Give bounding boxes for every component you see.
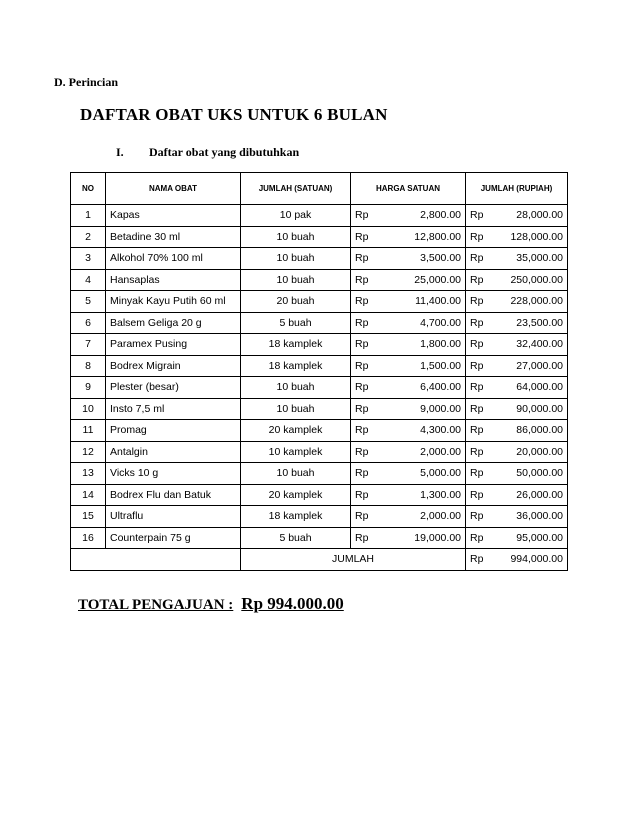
row-total-currency: Rp xyxy=(466,248,501,270)
quantity: 20 buah xyxy=(241,291,351,313)
quantity: 10 buah xyxy=(241,377,351,399)
table-row xyxy=(71,269,568,291)
unit-price: 11,400.00 xyxy=(391,291,466,313)
medicine-name: Vicks 10 g xyxy=(106,463,241,485)
row-total: 50,000.00 xyxy=(501,463,568,485)
quantity: 18 kamplek xyxy=(241,355,351,377)
row-total: 23,500.00 xyxy=(501,312,568,334)
medicine-name: Hansaplas xyxy=(106,269,241,291)
table-row xyxy=(71,506,568,528)
medicine-name: Plester (besar) xyxy=(106,377,241,399)
row-total-currency: Rp xyxy=(466,205,501,227)
table-row xyxy=(71,248,568,270)
row-number: 14 xyxy=(71,484,106,506)
section-heading: D. Perincian xyxy=(54,75,118,89)
medicine-name: Counterpain 75 g xyxy=(106,527,241,549)
unit-price-currency: Rp xyxy=(351,527,391,549)
footer-currency: Rp xyxy=(466,549,501,571)
table-row xyxy=(71,484,568,506)
quantity: 10 buah xyxy=(241,248,351,270)
row-total: 28,000.00 xyxy=(501,205,568,227)
unit-price-currency: Rp xyxy=(351,398,391,420)
table-row xyxy=(71,398,568,420)
quantity: 10 buah xyxy=(241,226,351,248)
row-number: 3 xyxy=(71,248,106,270)
row-number: 1 xyxy=(71,205,106,227)
row-total: 95,000.00 xyxy=(501,527,568,549)
quantity: 18 kamplek xyxy=(241,506,351,528)
medicine-name: Bodrex Flu dan Batuk xyxy=(106,484,241,506)
unit-price: 5,000.00 xyxy=(391,463,466,485)
table-row xyxy=(71,312,568,334)
medicine-name: Kapas xyxy=(106,205,241,227)
row-number: 8 xyxy=(71,355,106,377)
unit-price-currency: Rp xyxy=(351,269,391,291)
header-qty: JUMLAH (SATUAN) xyxy=(241,173,351,205)
row-total: 27,000.00 xyxy=(501,355,568,377)
table-row xyxy=(71,334,568,356)
subtitle-text: Daftar obat yang dibutuhkan xyxy=(149,145,300,159)
medicine-name: Balsem Geliga 20 g xyxy=(106,312,241,334)
table-header-row xyxy=(71,173,568,205)
grand-total-value: Rp 994.000.00 xyxy=(241,594,344,613)
row-number: 6 xyxy=(71,312,106,334)
unit-price: 2,000.00 xyxy=(391,441,466,463)
row-total: 32,400.00 xyxy=(501,334,568,356)
row-total: 250,000.00 xyxy=(501,269,568,291)
unit-price: 1,300.00 xyxy=(391,484,466,506)
quantity: 10 buah xyxy=(241,269,351,291)
footer-total: 994,000.00 xyxy=(501,549,568,571)
row-total-currency: Rp xyxy=(466,312,501,334)
table-row xyxy=(71,291,568,313)
unit-price-currency: Rp xyxy=(351,441,391,463)
row-total: 86,000.00 xyxy=(501,420,568,442)
row-number: 10 xyxy=(71,398,106,420)
row-total: 228,000.00 xyxy=(501,291,568,313)
row-number: 2 xyxy=(71,226,106,248)
unit-price: 2,800.00 xyxy=(391,205,466,227)
row-number: 12 xyxy=(71,441,106,463)
row-total: 36,000.00 xyxy=(501,506,568,528)
unit-price: 2,000.00 xyxy=(391,506,466,528)
table-row xyxy=(71,441,568,463)
table-row xyxy=(71,377,568,399)
row-number: 7 xyxy=(71,334,106,356)
row-total-currency: Rp xyxy=(466,484,501,506)
unit-price-currency: Rp xyxy=(351,355,391,377)
table-row xyxy=(71,205,568,227)
header-name: NAMA OBAT xyxy=(106,173,241,205)
row-total: 64,000.00 xyxy=(501,377,568,399)
grand-total-label: TOTAL PENGAJUAN : xyxy=(78,597,234,613)
unit-price-currency: Rp xyxy=(351,226,391,248)
row-total-currency: Rp xyxy=(466,506,501,528)
unit-price-currency: Rp xyxy=(351,312,391,334)
row-number: 16 xyxy=(71,527,106,549)
unit-price-currency: Rp xyxy=(351,248,391,270)
quantity: 10 kamplek xyxy=(241,441,351,463)
medicine-name: Minyak Kayu Putih 60 ml xyxy=(106,291,241,313)
medicine-name: Antalgin xyxy=(106,441,241,463)
table-row xyxy=(71,355,568,377)
unit-price: 4,300.00 xyxy=(391,420,466,442)
unit-price: 1,500.00 xyxy=(391,355,466,377)
unit-price-currency: Rp xyxy=(351,291,391,313)
table-row xyxy=(71,420,568,442)
quantity: 20 kamplek xyxy=(241,484,351,506)
unit-price: 4,700.00 xyxy=(391,312,466,334)
row-total-currency: Rp xyxy=(466,269,501,291)
row-total-currency: Rp xyxy=(466,398,501,420)
unit-price-currency: Rp xyxy=(351,377,391,399)
unit-price-currency: Rp xyxy=(351,420,391,442)
row-total-currency: Rp xyxy=(466,377,501,399)
row-number: 13 xyxy=(71,463,106,485)
document-title: DAFTAR OBAT UKS UNTUK 6 BULAN xyxy=(80,105,388,124)
unit-price-currency: Rp xyxy=(351,506,391,528)
unit-price: 9,000.00 xyxy=(391,398,466,420)
unit-price-currency: Rp xyxy=(351,334,391,356)
header-price: HARGA SATUAN xyxy=(351,173,466,205)
row-total: 35,000.00 xyxy=(501,248,568,270)
table-body xyxy=(71,205,568,549)
unit-price-currency: Rp xyxy=(351,205,391,227)
quantity: 18 kamplek xyxy=(241,334,351,356)
row-total: 26,000.00 xyxy=(501,484,568,506)
unit-price-currency: Rp xyxy=(351,484,391,506)
header-total: JUMLAH (RUPIAH) xyxy=(466,173,568,205)
unit-price: 6,400.00 xyxy=(391,377,466,399)
medicine-name: Paramex Pusing xyxy=(106,334,241,356)
medicine-name: Alkohol 70% 100 ml xyxy=(106,248,241,270)
unit-price: 19,000.00 xyxy=(391,527,466,549)
quantity: 5 buah xyxy=(241,527,351,549)
row-total-currency: Rp xyxy=(466,463,501,485)
grand-total xyxy=(78,594,344,614)
row-number: 5 xyxy=(71,291,106,313)
subtitle-number: I. xyxy=(116,145,124,159)
table-footer-row xyxy=(71,549,568,571)
table-row xyxy=(71,226,568,248)
medicine-table xyxy=(70,172,568,571)
row-total-currency: Rp xyxy=(466,291,501,313)
row-total-currency: Rp xyxy=(466,334,501,356)
unit-price: 1,800.00 xyxy=(391,334,466,356)
row-total: 20,000.00 xyxy=(501,441,568,463)
quantity: 20 kamplek xyxy=(241,420,351,442)
row-total: 128,000.00 xyxy=(501,226,568,248)
subtitle xyxy=(116,145,299,160)
table-row xyxy=(71,527,568,549)
quantity: 10 buah xyxy=(241,463,351,485)
row-total-currency: Rp xyxy=(466,527,501,549)
row-total-currency: Rp xyxy=(466,355,501,377)
quantity: 5 buah xyxy=(241,312,351,334)
medicine-name: Betadine 30 ml xyxy=(106,226,241,248)
medicine-name: Bodrex Migrain xyxy=(106,355,241,377)
medicine-name: Ultraflu xyxy=(106,506,241,528)
medicine-name: Promag xyxy=(106,420,241,442)
row-number: 4 xyxy=(71,269,106,291)
row-number: 9 xyxy=(71,377,106,399)
unit-price: 12,800.00 xyxy=(391,226,466,248)
footer-blank xyxy=(71,549,241,571)
unit-price: 3,500.00 xyxy=(391,248,466,270)
quantity: 10 buah xyxy=(241,398,351,420)
row-total: 90,000.00 xyxy=(501,398,568,420)
row-total-currency: Rp xyxy=(466,420,501,442)
row-total-currency: Rp xyxy=(466,226,501,248)
quantity: 10 pak xyxy=(241,205,351,227)
footer-label: JUMLAH xyxy=(241,549,466,571)
unit-price: 25,000.00 xyxy=(391,269,466,291)
table-row xyxy=(71,463,568,485)
row-total-currency: Rp xyxy=(466,441,501,463)
row-number: 11 xyxy=(71,420,106,442)
row-number: 15 xyxy=(71,506,106,528)
unit-price-currency: Rp xyxy=(351,463,391,485)
medicine-name: Insto 7,5 ml xyxy=(106,398,241,420)
header-no: NO xyxy=(71,173,106,205)
